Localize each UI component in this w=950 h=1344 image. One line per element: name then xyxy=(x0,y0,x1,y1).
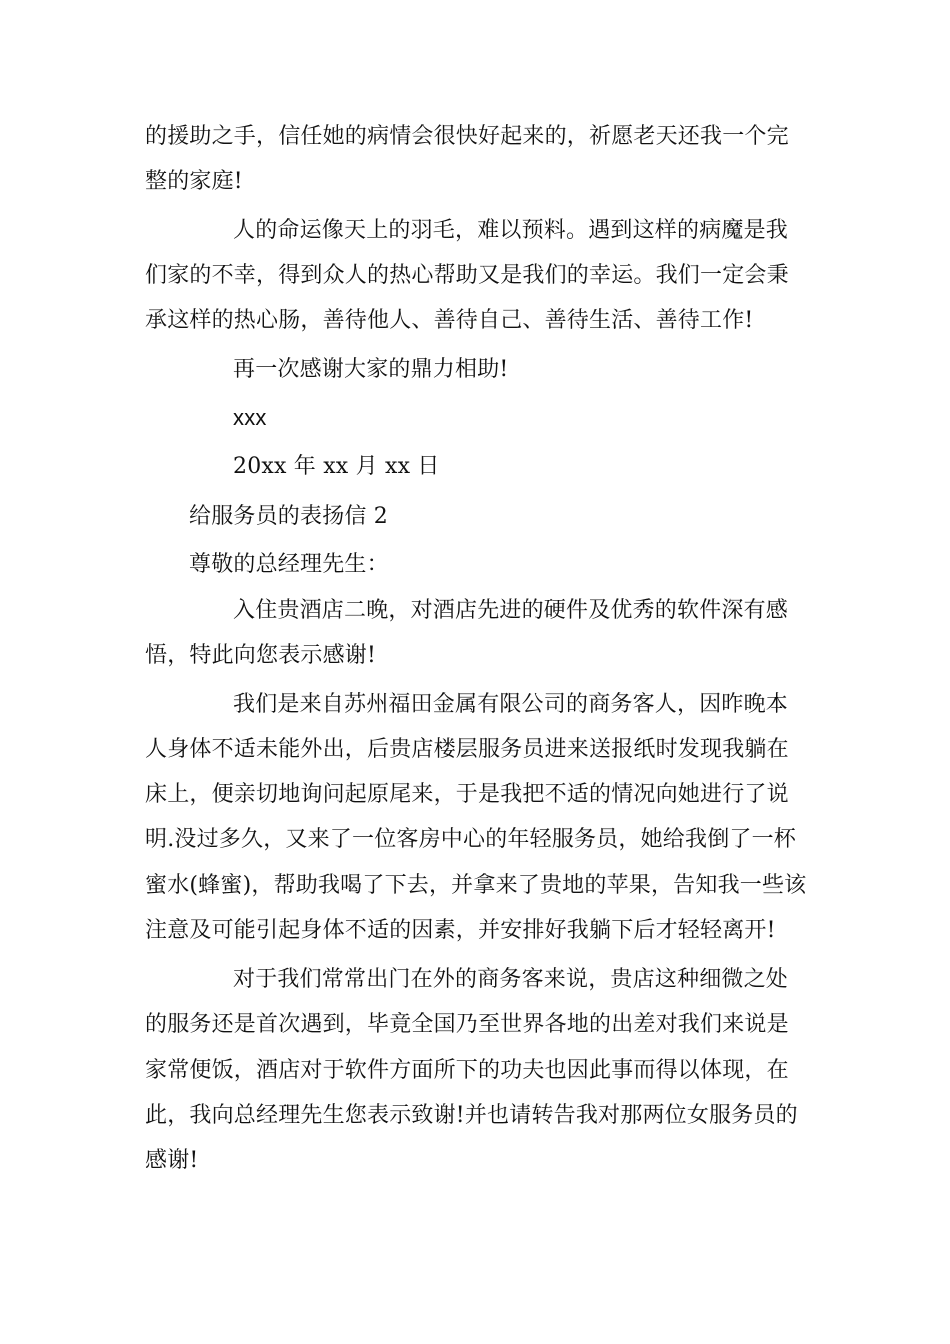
paragraph-start-line: 人的命运像天上的羽毛，难以预料。遇到这样的病魔是我 xyxy=(233,218,789,243)
signature-date: 20xx 年 xx 月 xx 日 xyxy=(233,454,440,479)
body-text-line: 人身体不适未能外出，后贵店楼层服务员进来送报纸时发现我躺在 xyxy=(145,737,789,762)
body-text-line: 的援助之手，信任她的病情会很快好起来的，祈愿老天还我一个完 xyxy=(145,124,789,149)
body-text-line: 明.没过多久，又来了一位客房中心的年轻服务员，她给我倒了一杯 xyxy=(145,827,796,852)
body-text-line: 承这样的热心肠，善待他人、善待自己、善待生活、善待工作! xyxy=(145,308,754,333)
body-text-line: 们家的不幸，得到众人的热心帮助又是我们的幸运。我们一定会秉 xyxy=(145,263,789,288)
paragraph-start-line: 对于我们常常出门在外的商务客来说，贵店这种细微之处 xyxy=(233,967,789,992)
body-text-line: 床上，便亲切地询问起原尾来，于是我把不适的情况向她进行了说 xyxy=(145,782,789,807)
body-text-line: 感谢! xyxy=(145,1148,199,1173)
body-text-line: 蜜水(蜂蜜)，帮助我喝了下去，并拿来了贵地的苹果，告知我一些该 xyxy=(145,873,807,898)
body-text-line: 注意及可能引起身体不适的因素，并安排好我躺下后才轻轻离开! xyxy=(145,918,776,943)
body-text-line: 的服务还是首次遇到，毕竟全国乃至世界各地的出差对我们来说是 xyxy=(145,1012,789,1037)
body-text-line: 整的家庭! xyxy=(145,169,243,194)
body-text-line: 此，我向总经理先生您表示致谢!并也请转告我对那两位女服务员的 xyxy=(145,1103,798,1128)
closing-line: 再一次感谢大家的鼎力相助! xyxy=(233,357,509,382)
letter-heading: 给服务员的表扬信 2 xyxy=(189,504,388,529)
body-text-line: 悟，特此向您表示感谢! xyxy=(145,643,377,668)
signature-name: xxx xyxy=(233,405,267,430)
paragraph-start-line: 我们是来自苏州福田金属有限公司的商务客人，因昨晚本 xyxy=(233,692,789,717)
paragraph-start-line: 入住贵酒店二晚，对酒店先进的硬件及优秀的软件深有感 xyxy=(233,598,789,623)
salutation: 尊敬的总经理先生： xyxy=(189,552,389,577)
body-text-line: 家常便饭，酒店对于软件方面所下的功夫也因此事而得以体现，在 xyxy=(145,1058,789,1083)
